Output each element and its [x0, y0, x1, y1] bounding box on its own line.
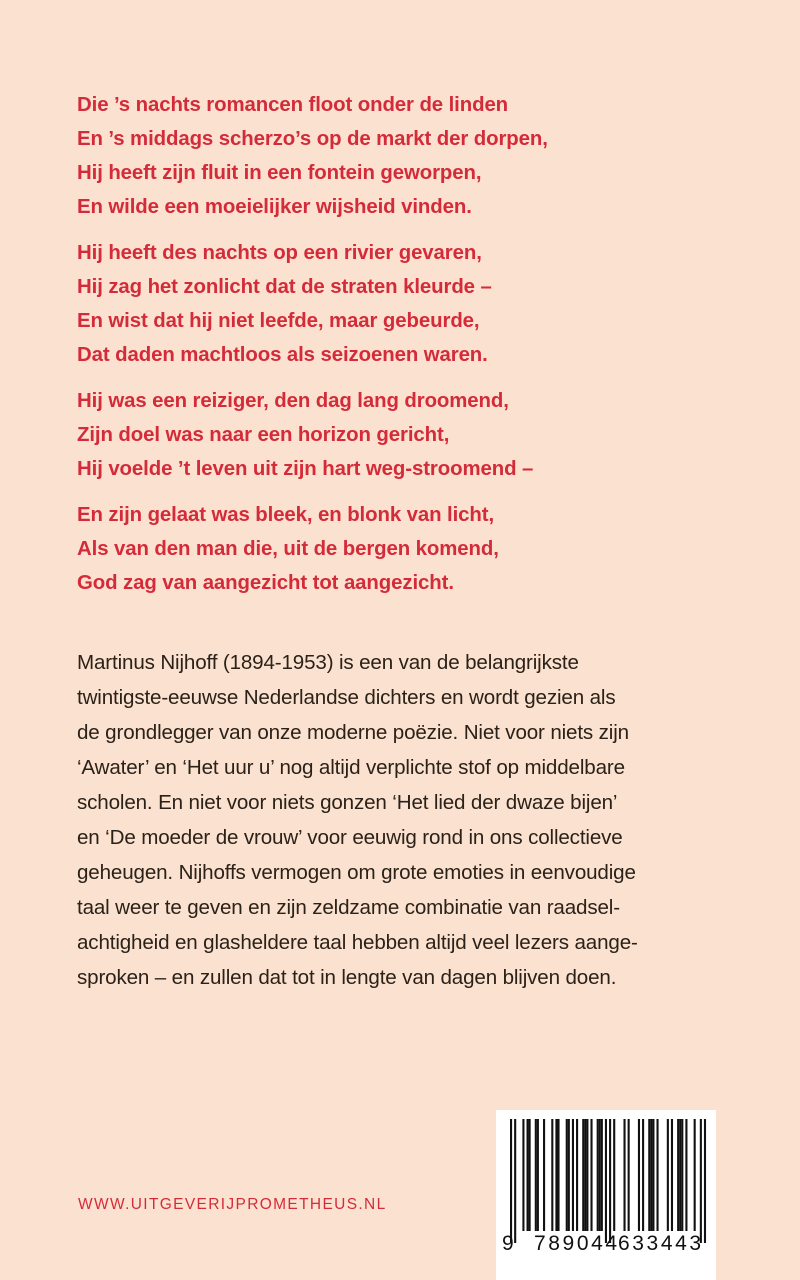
poem-line: Hij was een reiziger, den dag lang droomend,: [77, 390, 509, 412]
poem-line: En wist dat hij niet leefde, maar gebeurde,: [77, 310, 480, 332]
biography-line: Martinus Nijhoff (1894-1953) is een van de belangrijkste: [77, 651, 579, 674]
poem-stanza: [77, 498, 737, 600]
poem-line: En zijn gelaat was bleek, en blonk van licht,: [77, 504, 495, 526]
biography-line: en ‘De moeder de vrouw’ voor eeuwig rond in ons collectieve: [77, 826, 623, 849]
biography-line: twintigste-eeuwse Nederlandse dichters en wordt gezien als: [77, 686, 616, 709]
biography-line: scholen. En niet voor niets gonzen ‘Het lied der dwaze bijen’: [77, 791, 618, 814]
barcode-right-group: 633443: [618, 1232, 704, 1255]
poem-line: Hij heeft des nachts op een rivier gevaren,: [77, 242, 482, 264]
poem-line: Die ’s nachts romancen floot onder de linden: [77, 94, 509, 116]
poem-line: Hij heeft zijn fluit in een fontein geworpen,: [77, 162, 482, 184]
publisher-url-link[interactable]: WWW.UITGEVERIJPROMETHEUS.NL: [78, 1196, 387, 1213]
poem-line: En ’s middags scherzo’s op de markt der dorpen,: [77, 128, 548, 150]
poem-line: Hij zag het zonlicht dat de straten kleurde –: [77, 276, 492, 298]
poem-line: Dat daden machtloos als seizoenen waren.: [77, 344, 488, 366]
poem-line: Hij voelde ’t leven uit zijn hart weg-stroomend –: [77, 458, 534, 480]
poem-line: En wilde een moeielijker wijsheid vinden.: [77, 196, 472, 218]
biography-line: geheugen. Nijhoffs vermogen om grote emoties in eenvoudige: [77, 861, 636, 884]
poem-line: God zag van aangezicht tot aangezicht.: [77, 572, 454, 594]
poem-stanza: [77, 88, 737, 224]
biography-line: sproken – en zullen dat tot in lengte van dagen blijven doen.: [77, 966, 617, 989]
poem-stanza: [77, 384, 737, 486]
poem-block: [77, 88, 737, 600]
barcode-left-group: 789044: [534, 1232, 620, 1255]
author-biography-block: [77, 645, 741, 995]
poem-line: Als van den man die, uit de bergen komend,: [77, 538, 499, 560]
barcode-lead-digit: 9: [502, 1232, 517, 1255]
biography-line: de grondlegger van onze moderne poëzie. Niet voor niets zijn: [77, 721, 629, 744]
biography-line: ‘Awater’ en ‘Het uur u’ nog altijd verplichte stof op middelbare: [77, 756, 625, 779]
barcode-block: [496, 1110, 716, 1280]
barcode-bars: [496, 1119, 716, 1243]
poem-line: Zijn doel was naar een horizon gericht,: [77, 424, 450, 446]
poem-stanza: [77, 236, 737, 372]
biography-line: taal weer te geven en zijn zeldzame combinatie van raadsel-: [77, 896, 620, 919]
biography-line: achtigheid en glasheldere taal hebben altijd veel lezers aange-: [77, 931, 638, 954]
barcode-digits: [496, 1232, 716, 1262]
